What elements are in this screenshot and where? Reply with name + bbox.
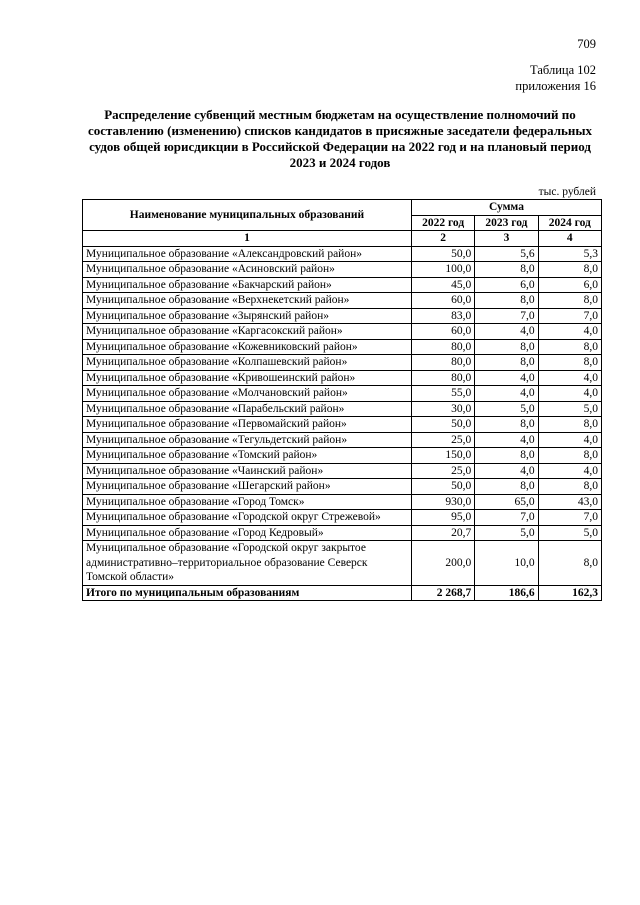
amount-2023: 7,0: [475, 510, 538, 526]
amount-2023: 4,0: [475, 386, 538, 402]
amount-2023: 7,0: [475, 308, 538, 324]
amount-2024: 4,0: [538, 324, 601, 340]
amount-2024: 4,0: [538, 386, 601, 402]
header-sum: Сумма: [411, 200, 601, 216]
column-number: 4: [538, 231, 601, 247]
amount-2022: 200,0: [411, 541, 474, 586]
table-row: [83, 510, 602, 526]
table-row: [83, 262, 602, 278]
amount-2022: 60,0: [411, 293, 474, 309]
table-row: [83, 432, 602, 448]
amount-2024: 8,0: [538, 541, 601, 586]
amount-2022: 60,0: [411, 324, 474, 340]
table-row: [83, 494, 602, 510]
amount-2022: 83,0: [411, 308, 474, 324]
amount-2022: 80,0: [411, 339, 474, 355]
total-2022: 2 268,7: [411, 585, 474, 601]
amount-2024: 6,0: [538, 277, 601, 293]
table-row: [83, 541, 602, 586]
amount-2023: 10,0: [475, 541, 538, 586]
amount-2022: 25,0: [411, 432, 474, 448]
amount-2023: 8,0: [475, 339, 538, 355]
amount-2024: 8,0: [538, 479, 601, 495]
amount-2023: 4,0: [475, 463, 538, 479]
municipality-name: Муниципальное образование «Чаинский район»: [83, 463, 412, 479]
units-label: тыс. рублей: [538, 186, 596, 198]
municipality-name: Муниципальное образование «Первомайский район»: [83, 417, 412, 433]
amount-2024: 5,0: [538, 525, 601, 541]
municipality-name: Муниципальное образование «Александровский район»: [83, 246, 412, 262]
total-row: [83, 585, 602, 601]
amount-2022: 150,0: [411, 448, 474, 464]
amount-2024: 5,3: [538, 246, 601, 262]
header-name: Наименование муниципальных образований: [83, 200, 412, 231]
amount-2022: 100,0: [411, 262, 474, 278]
amount-2022: 50,0: [411, 417, 474, 433]
header-year-2024: 2024 год: [538, 215, 601, 231]
amount-2022: 55,0: [411, 386, 474, 402]
table-reference: [515, 62, 596, 94]
amount-2022: 80,0: [411, 370, 474, 386]
municipality-name: Муниципальное образование «Кривошеинский район»: [83, 370, 412, 386]
amount-2022: 930,0: [411, 494, 474, 510]
municipality-name: Муниципальное образование «Городской округ Стрежевой»: [83, 510, 412, 526]
municipality-name: Муниципальное образование «Зырянский район»: [83, 308, 412, 324]
municipality-name: Муниципальное образование «Город Кедровый»: [83, 525, 412, 541]
amount-2023: 4,0: [475, 370, 538, 386]
amount-2024: 4,0: [538, 370, 601, 386]
municipality-name: Муниципальное образование «Бакчарский район»: [83, 277, 412, 293]
document-title: Распределение субвенций местным бюджетам на осуществление полномочий по составлению (изменению) списков кандидатов в присяжные заседатели федеральных судов общей юрисдикции в Российской Федерации на 2022 год и на плановый период 2023 и 2024 годов: [87, 107, 593, 170]
amount-2024: 8,0: [538, 355, 601, 371]
table-row: [83, 479, 602, 495]
amount-2024: 7,0: [538, 308, 601, 324]
amount-2022: 50,0: [411, 479, 474, 495]
amount-2024: 8,0: [538, 262, 601, 278]
table-row: [83, 463, 602, 479]
municipality-name: Муниципальное образование «Город Томск»: [83, 494, 412, 510]
amount-2023: 5,6: [475, 246, 538, 262]
amount-2022: 45,0: [411, 277, 474, 293]
municipality-name: Муниципальное образование «Молчановский район»: [83, 386, 412, 402]
table-row: [83, 339, 602, 355]
amount-2024: 4,0: [538, 463, 601, 479]
header-year-2023: 2023 год: [475, 215, 538, 231]
municipality-name: Муниципальное образование «Томский район»: [83, 448, 412, 464]
table-row: [83, 401, 602, 417]
amount-2024: 5,0: [538, 401, 601, 417]
table-row: [83, 324, 602, 340]
amount-2022: 80,0: [411, 355, 474, 371]
municipality-name: Муниципальное образование «Кожевниковский район»: [83, 339, 412, 355]
amount-2024: 8,0: [538, 293, 601, 309]
amount-2024: 8,0: [538, 339, 601, 355]
table-row: [83, 386, 602, 402]
amount-2023: 8,0: [475, 355, 538, 371]
table-row: [83, 246, 602, 262]
amount-2023: 65,0: [475, 494, 538, 510]
municipality-name: Муниципальное образование «Парабельский район»: [83, 401, 412, 417]
table-row: [83, 277, 602, 293]
subsidy-table: [82, 199, 602, 601]
amount-2022: 30,0: [411, 401, 474, 417]
column-number: 1: [83, 231, 412, 247]
column-number: 3: [475, 231, 538, 247]
table-row: [83, 370, 602, 386]
table-ref-line2: приложения 16: [515, 79, 596, 93]
table-ref-line1: Таблица 102: [530, 63, 596, 77]
total-2024: 162,3: [538, 585, 601, 601]
total-2023: 186,6: [475, 585, 538, 601]
table-row: [83, 525, 602, 541]
header-year-2022: 2022 год: [411, 215, 474, 231]
municipality-name: Муниципальное образование «Шегарский район»: [83, 479, 412, 495]
amount-2024: 4,0: [538, 432, 601, 448]
amount-2023: 8,0: [475, 293, 538, 309]
amount-2023: 8,0: [475, 262, 538, 278]
amount-2022: 20,7: [411, 525, 474, 541]
column-number: 2: [411, 231, 474, 247]
amount-2023: 5,0: [475, 525, 538, 541]
municipality-name: Муниципальное образование «Каргасокский район»: [83, 324, 412, 340]
amount-2024: 8,0: [538, 448, 601, 464]
amount-2024: 8,0: [538, 417, 601, 433]
amount-2023: 8,0: [475, 448, 538, 464]
table-row: [83, 308, 602, 324]
amount-2023: 5,0: [475, 401, 538, 417]
amount-2022: 50,0: [411, 246, 474, 262]
amount-2023: 8,0: [475, 479, 538, 495]
municipality-name: Муниципальное образование «Асиновский район»: [83, 262, 412, 278]
table-row: [83, 355, 602, 371]
amount-2024: 7,0: [538, 510, 601, 526]
amount-2024: 43,0: [538, 494, 601, 510]
table-row: [83, 293, 602, 309]
municipality-name: Муниципальное образование «Тегульдетский район»: [83, 432, 412, 448]
amount-2022: 95,0: [411, 510, 474, 526]
amount-2023: 4,0: [475, 432, 538, 448]
table-row: [83, 448, 602, 464]
amount-2022: 25,0: [411, 463, 474, 479]
table-row: [83, 417, 602, 433]
amount-2023: 4,0: [475, 324, 538, 340]
municipality-name: Муниципальное образование «Городской округ закрытое административно–территориальное образование Северск Томской области»: [83, 541, 412, 586]
page-number: 709: [577, 37, 596, 51]
amount-2023: 6,0: [475, 277, 538, 293]
table-body: [83, 246, 602, 601]
total-label: Итого по муниципальным образованиям: [83, 585, 412, 601]
municipality-name: Муниципальное образование «Верхнекетский район»: [83, 293, 412, 309]
amount-2023: 8,0: [475, 417, 538, 433]
municipality-name: Муниципальное образование «Колпашевский район»: [83, 355, 412, 371]
